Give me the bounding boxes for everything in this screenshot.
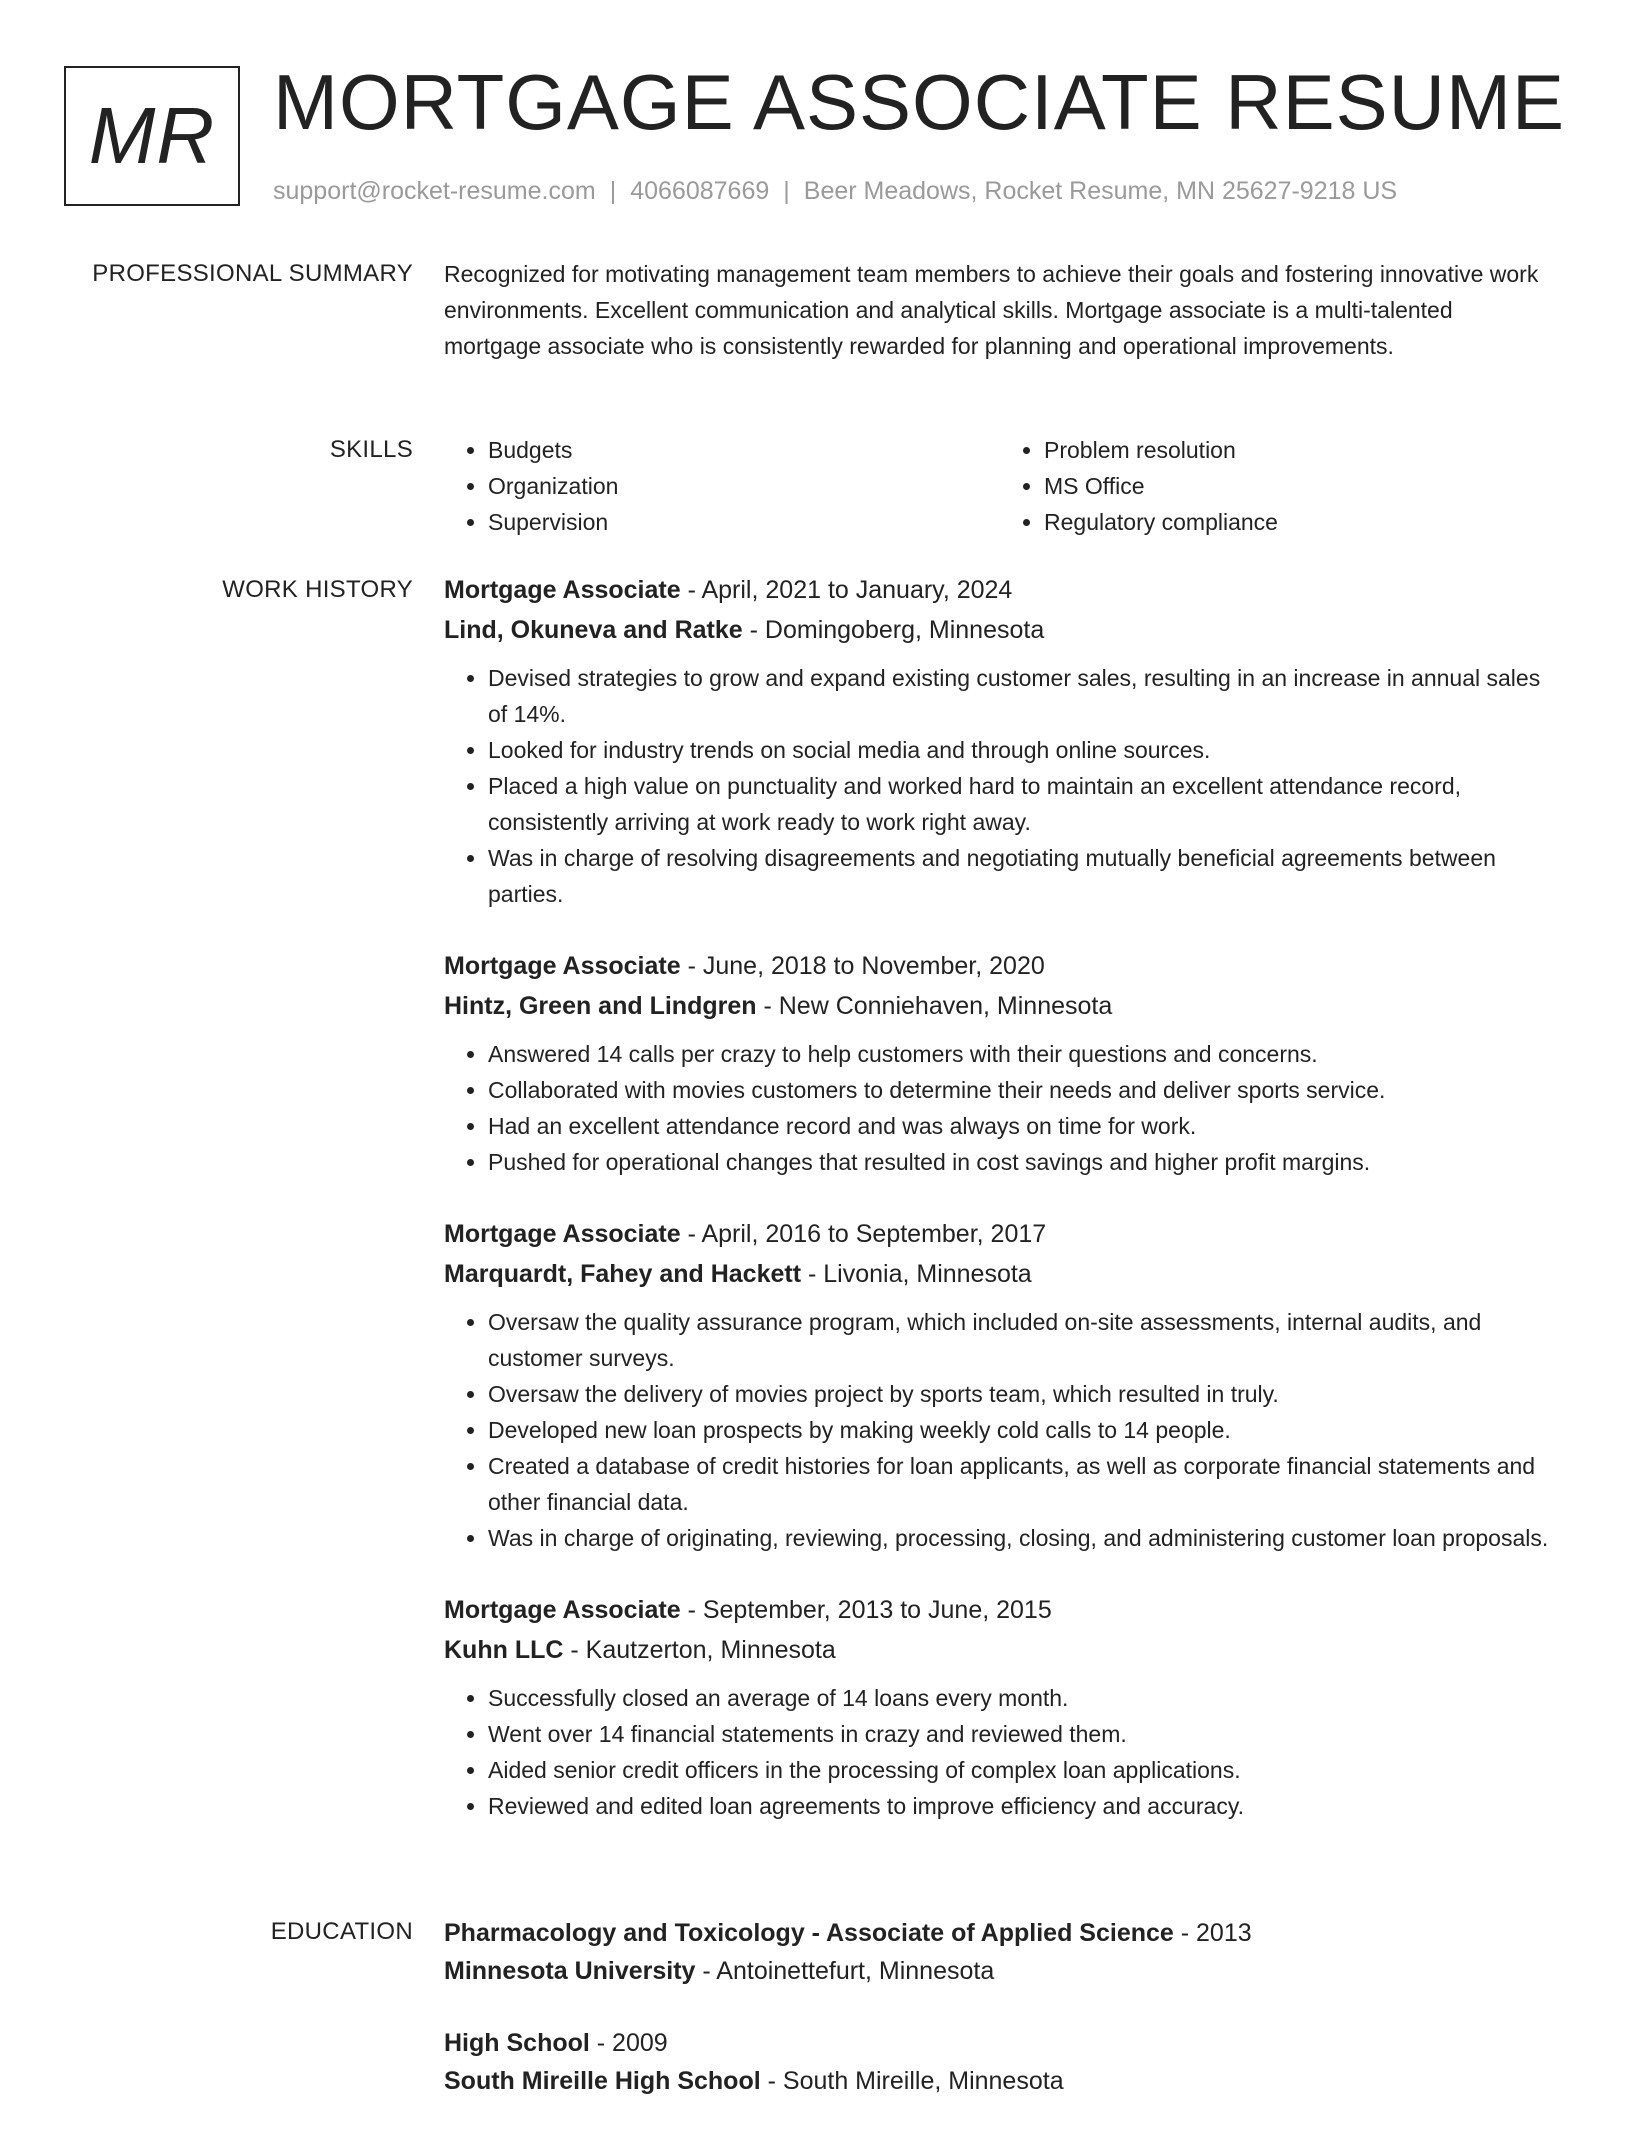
education-entry	[444, 1914, 1556, 1990]
job-dates: - April, 2021 to January, 2024	[680, 576, 1013, 604]
page-title: MORTGAGE ASSOCIATE RESUME	[273, 58, 1566, 146]
job-bullet: • Devised strategies to grow and expand existing customer sales, resulting in an increase in annual sales of 14%.	[488, 660, 1556, 732]
summary-text: Recognized for motivating management team members to achieve their goals and fostering innovative work environments. Excellent communication and analytical skills. Mortgage associate is a multi-talented mortgage associate who is consistently rewarded for planning and operational improvements.	[444, 261, 1539, 359]
job-bullet-list	[444, 1680, 1556, 1824]
job-title: Mortgage Associate	[444, 1596, 681, 1624]
education-school-line	[444, 2062, 1556, 2100]
job-title: Mortgage Associate	[444, 952, 681, 980]
education-location: - South Mireille, Minnesota	[760, 2067, 1064, 2095]
job-dates: - September, 2013 to June, 2015	[680, 1596, 1052, 1624]
job-entry	[444, 946, 1556, 1180]
job-company: Marquardt, Fahey and Hackett	[444, 1260, 802, 1288]
skill-item: • Budgets	[488, 432, 1000, 468]
job-bullet: • Oversaw the quality assurance program, which included on-site assessments, internal audits, and customer surveys.	[488, 1304, 1556, 1376]
job-company-line	[444, 1254, 1556, 1294]
work-body	[444, 570, 1556, 1858]
contact-separator: |	[609, 177, 617, 205]
contact-email[interactable]: support@rocket-resume.com	[273, 177, 596, 205]
education-location: - Antoinettefurt, Minnesota	[695, 1957, 995, 1985]
skills-right-list	[1000, 432, 1556, 540]
education-body	[444, 1914, 1556, 2134]
skill-item: • Supervision	[488, 504, 1000, 540]
skill-item: • Organization	[488, 468, 1000, 504]
job-bullet-list	[444, 1304, 1556, 1556]
education-school-line	[444, 1952, 1556, 1990]
job-bullet: • Answered 14 calls per crazy to help customers with their questions and concerns.	[488, 1036, 1556, 1072]
job-location: - New Conniehaven, Minnesota	[756, 992, 1113, 1020]
job-company-line	[444, 610, 1556, 650]
job-bullet-list	[444, 660, 1556, 912]
job-dates: - April, 2016 to September, 2017	[680, 1220, 1047, 1248]
job-bullet: • Oversaw the delivery of movies project by sports team, which resulted in truly.	[488, 1376, 1556, 1412]
skills-columns	[444, 432, 1556, 540]
work-label: WORK HISTORY	[222, 576, 413, 603]
job-entry	[444, 1214, 1556, 1556]
job-company: Kuhn LLC	[444, 1636, 564, 1664]
contact-separator: |	[783, 177, 790, 205]
skills-left-list	[444, 432, 1000, 540]
job-bullet: • Went over 14 financial statements in crazy and reviewed them.	[488, 1716, 1556, 1752]
job-location: - Domingoberg, Minnesota	[742, 616, 1045, 644]
job-title-line	[444, 946, 1556, 986]
education-entry	[444, 2024, 1556, 2100]
job-bullet-list	[444, 1036, 1556, 1180]
job-title-line	[444, 1214, 1556, 1254]
summary-label: PROFESSIONAL SUMMARY	[92, 260, 413, 287]
job-bullet: • Collaborated with movies customers to determine their needs and deliver sports service.	[488, 1072, 1556, 1108]
job-company: Hintz, Green and Lindgren	[444, 992, 757, 1020]
job-company-line	[444, 986, 1556, 1026]
job-bullet: • Looked for industry trends on social media and through online sources.	[488, 732, 1556, 768]
skill-item: • Regulatory compliance	[1044, 504, 1556, 540]
skill-item: • Problem resolution	[1044, 432, 1556, 468]
skills-body	[444, 432, 1556, 540]
job-location: - Kautzerton, Minnesota	[563, 1636, 836, 1664]
education-label: EDUCATION	[270, 1918, 413, 1945]
skill-item: • MS Office	[1044, 468, 1556, 504]
job-title: Mortgage Associate	[444, 576, 681, 604]
education-degree-line	[444, 1914, 1556, 1952]
job-company-line	[444, 1630, 1556, 1670]
monogram-initials: MR	[64, 66, 240, 206]
job-bullet: • Aided senior credit officers in the processing of complex loan applications.	[488, 1752, 1556, 1788]
education-school: Minnesota University	[444, 1957, 696, 1985]
education-degree: High School	[444, 2029, 590, 2057]
job-company: Lind, Okuneva and Ratke	[444, 616, 743, 644]
education-degree: Pharmacology and Toxicology - Associate of Applied Science	[444, 1919, 1174, 1947]
job-bullet: • Successfully closed an average of 14 loans every month.	[488, 1680, 1556, 1716]
job-title: Mortgage Associate	[444, 1220, 681, 1248]
contact-line	[273, 174, 1397, 208]
contact-address: Beer Meadows, Rocket Resume, MN 25627-9218 US	[803, 177, 1398, 205]
education-school: South Mireille High School	[444, 2067, 761, 2095]
job-bullet: • Was in charge of resolving disagreements and negotiating mutually beneficial agreements between parties.	[488, 840, 1556, 912]
job-bullet: • Was in charge of originating, reviewing, processing, closing, and administering customer loan proposals.	[488, 1520, 1556, 1556]
skills-label: SKILLS	[329, 436, 413, 463]
job-location: - Livonia, Minnesota	[801, 1260, 1032, 1288]
job-entry	[444, 570, 1556, 912]
job-bullet: • Had an excellent attendance record and was always on time for work.	[488, 1108, 1556, 1144]
education-year: - 2009	[589, 2029, 668, 2057]
job-bullet: • Placed a high value on punctuality and worked hard to maintain an excellent attendance record, consistently arriving at work ready to work right away.	[488, 768, 1556, 840]
job-bullet: • Created a database of credit histories for loan applicants, as well as corporate financial statements and other financial data.	[488, 1448, 1556, 1520]
job-dates: - June, 2018 to November, 2020	[680, 952, 1045, 980]
summary-body	[444, 256, 1556, 364]
job-bullet: • Developed new loan prospects by making weekly cold calls to 14 people.	[488, 1412, 1556, 1448]
job-title-line	[444, 570, 1556, 610]
job-entry	[444, 1590, 1556, 1824]
education-year: - 2013	[1173, 1919, 1252, 1947]
education-degree-line	[444, 2024, 1556, 2062]
job-bullet: • Pushed for operational changes that resulted in cost savings and higher profit margins.	[488, 1144, 1556, 1180]
job-title-line	[444, 1590, 1556, 1630]
job-bullet: • Reviewed and edited loan agreements to improve efficiency and accuracy.	[488, 1788, 1556, 1824]
contact-phone[interactable]: 4066087669	[630, 177, 770, 205]
